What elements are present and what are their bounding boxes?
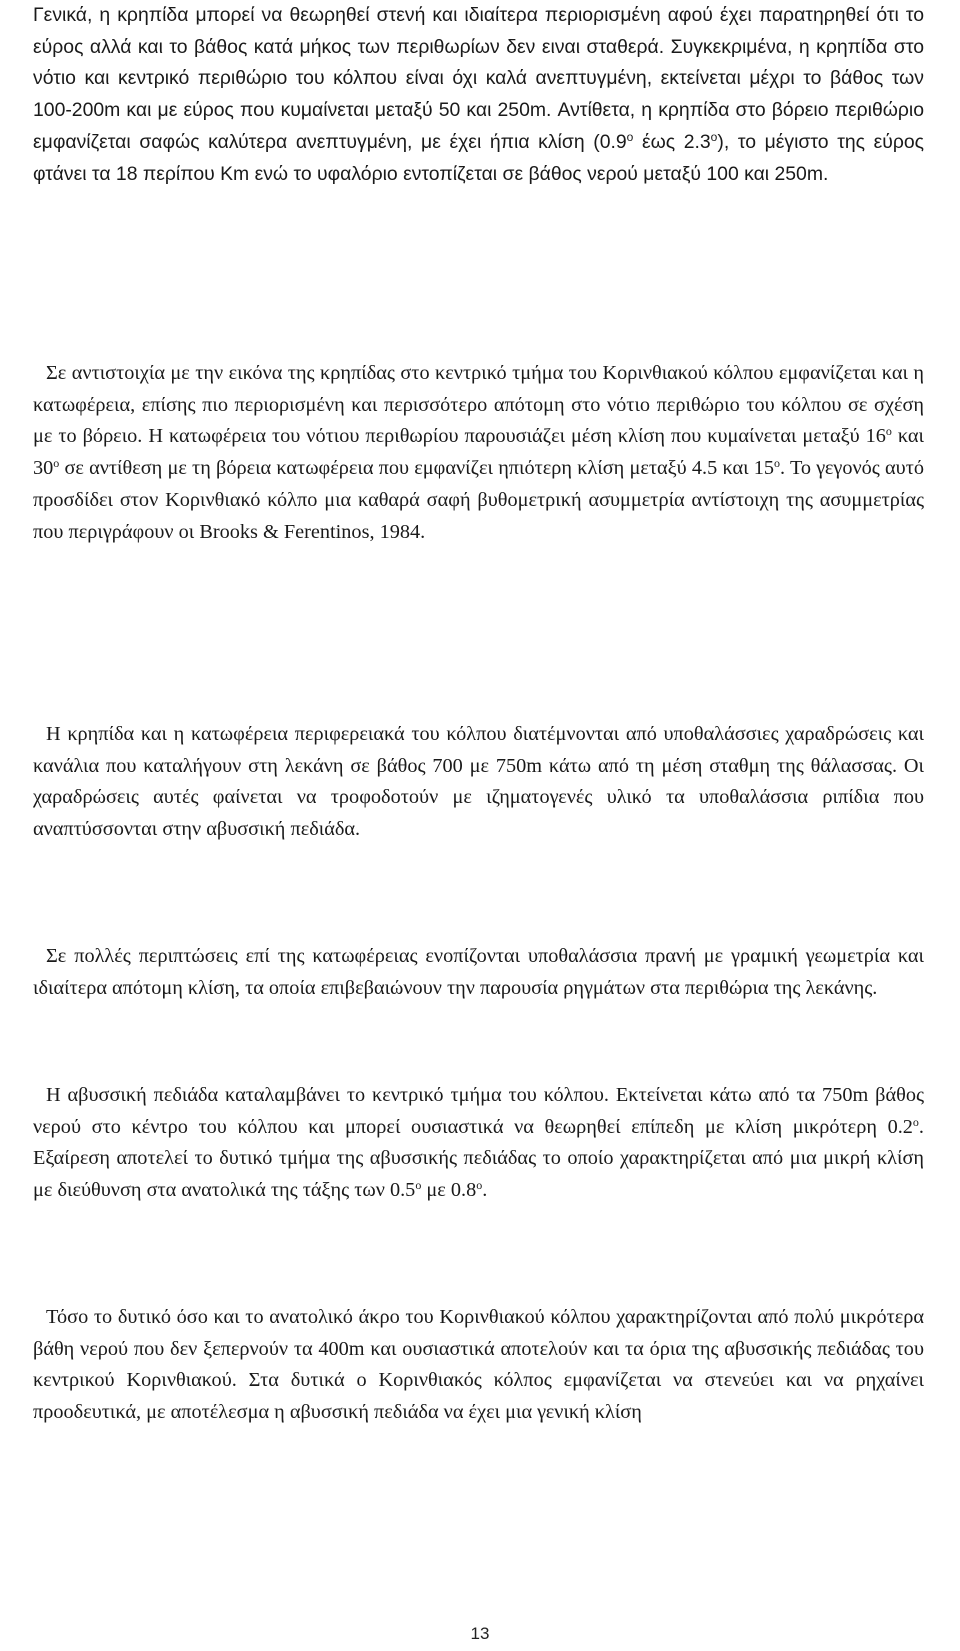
text-run: και 30 xyxy=(33,425,924,480)
degree-sign: ο xyxy=(710,129,718,144)
text-run: ), το μέγιστο της εύρος φτάνει τα 18 περίπου Km ενώ το υφαλόριο εντοπίζεται σε βάθος νερού μεταξύ 100 και 250m. xyxy=(33,130,925,185)
text-run: . xyxy=(482,1179,488,1202)
text-run: σε αντίθεση με τη βόρεια κατωφέρεια που εμφανίζει ηπιότερη κλίση μεταξύ 4.5 και 15 xyxy=(59,457,775,480)
text-run: Σε πολλές περιπτώσεις επί της κατωφέρειας ενοπίζονται υποθαλάσσια πρανή με γραμική γεωμετρία και ιδιαίτερα απότομη κλίση, τα οποία επιβεβαιώνουν την παρουσία ρηγμάτων στα περιθώρια της λεκάνης. xyxy=(33,945,924,999)
text-run: Η αβυσσική πεδιάδα καταλαμβάνει το κεντρικό τμήμα του κόλπου. Εκτείνεται κάτω από τα 750m βάθος νερού στο κέντρο του κόλπου και μπορεί ουσιαστικά να θεωρηθεί επίπεδη με κλίση μικρότερη 0.2 xyxy=(33,1084,924,1138)
degree-sign: ο xyxy=(912,1114,919,1129)
text-run: Γενικά, η κρηπίδα μπορεί να θεωρηθεί στενή και ιδιαίτερα περιορισμένη αφού έχει παρατηρηθεί ότι το εύρος αλλά και το βάθος κατά μήκος των περιθωρίων δεν ειναι σταθερά. Συγκεκριμένα, η κρηπίδα στο νότιο και κεντρικό περιθώριο του κόλπου είναι όχι καλά ανεπτυγμένη, εκτείνεται μέχρι το βάθος των 100-200m και με εύρος που κυμαίνεται μεταξύ 50 και 250m. Αντίθετα, η κρηπίδα στο βόρειο περιθώριο εμφανίζεται σαφώς καλύτερα ανεπτυγμένη, με έχει ήπια κλίση (0.9 xyxy=(33,4,924,153)
text-run: Η κρηπίδα και η κατωφέρεια περιφερειακά του κόλπου διατέμνονται από υποθαλάσσιες χαραδρώσεις και κανάλια που καταλήγουν στη λεκάνη σε βάθος 700 με 750m κάτω από τη μέση σταθμη της θάλασσας. Οι χαραδρώσεις αυτές φαίνεται να τροφοδοτούν με ιζηματογενές υλικό τα υποθαλάσσια ριπίδια που αναπτύσσονται στην αβυσσική πεδιάδα. xyxy=(33,723,924,841)
paragraph-abyssal-plain xyxy=(33,1080,924,1207)
text-run: Σε αντιστοιχία με την εικόνα της κρηπίδας στο κεντρικό τμήμα του Κορινθιακού κόλπου εμφανίζεται και η κατωφέρεια, επίσης πιο περιορισμένη και περισσότερο απότομη στο νότιο περιθώριο του κόλπου σε σχέση με το βόρειο. Η κατωφέρεια του νότιου περιθωρίου παρουσιάζει μέση κλίση που κυμαίνεται μεταξύ 16 xyxy=(33,362,924,448)
paragraph-shelf-width xyxy=(33,0,924,190)
paragraph-faults xyxy=(33,941,924,1004)
degree-sign: ο xyxy=(53,455,60,470)
degree-sign: ο xyxy=(774,455,781,470)
text-run: . Εξαίρεση αποτελεί το δυτικό τμήμα της αβυσσικής πεδιάδας το οποίο χαρακτηρίζεται από μια μικρή κλίση με διεύθυνση στα ανατολικά της τάξης των 0.5 xyxy=(33,1115,924,1202)
paragraph-canyons xyxy=(33,719,924,846)
page-number: 13 xyxy=(470,1624,490,1643)
degree-sign: ο xyxy=(476,1177,483,1192)
text-run: . Το γεγονός αυτό προσδίδει στον Κορινθιακό κόλπο μια καθαρά σαφή βυθομετρική ασυμμετρία αντίστοιχη της ασυμμετρίας που περιγράφουν οι Brooks & Ferentinos, 1984. xyxy=(33,457,924,543)
text-run: έως 2.3 xyxy=(633,130,711,153)
degree-sign: ο xyxy=(626,129,634,144)
paragraph-slope-asymmetry xyxy=(33,358,924,548)
degree-sign: ο xyxy=(415,1177,422,1192)
paragraph-west-east-ends xyxy=(33,1302,924,1429)
text-run: Τόσο το δυτικό όσο και το ανατολικό άκρο του Κορινθιακού κόλπου χαρακτηρίζονται από πολύ μικρότερα βάθη νερού που δεν ξεπερνούν τα 400m και ουσιαστικά αποτελούν και τα όρια της αβυσσικής πεδιάδας του κεντρικού Κορινθιακού. Στα δυτικά ο Κορινθιακός κόλπος εμφανίζεται να στενεύει και να ρηχαίνει προοδευτικά, με αποτέλεσμα η αβυσσική πεδιάδα να έχει μια γενική κλίση xyxy=(33,1306,924,1424)
degree-sign: ο xyxy=(885,424,892,439)
text-run: με 0.8 xyxy=(421,1179,477,1202)
